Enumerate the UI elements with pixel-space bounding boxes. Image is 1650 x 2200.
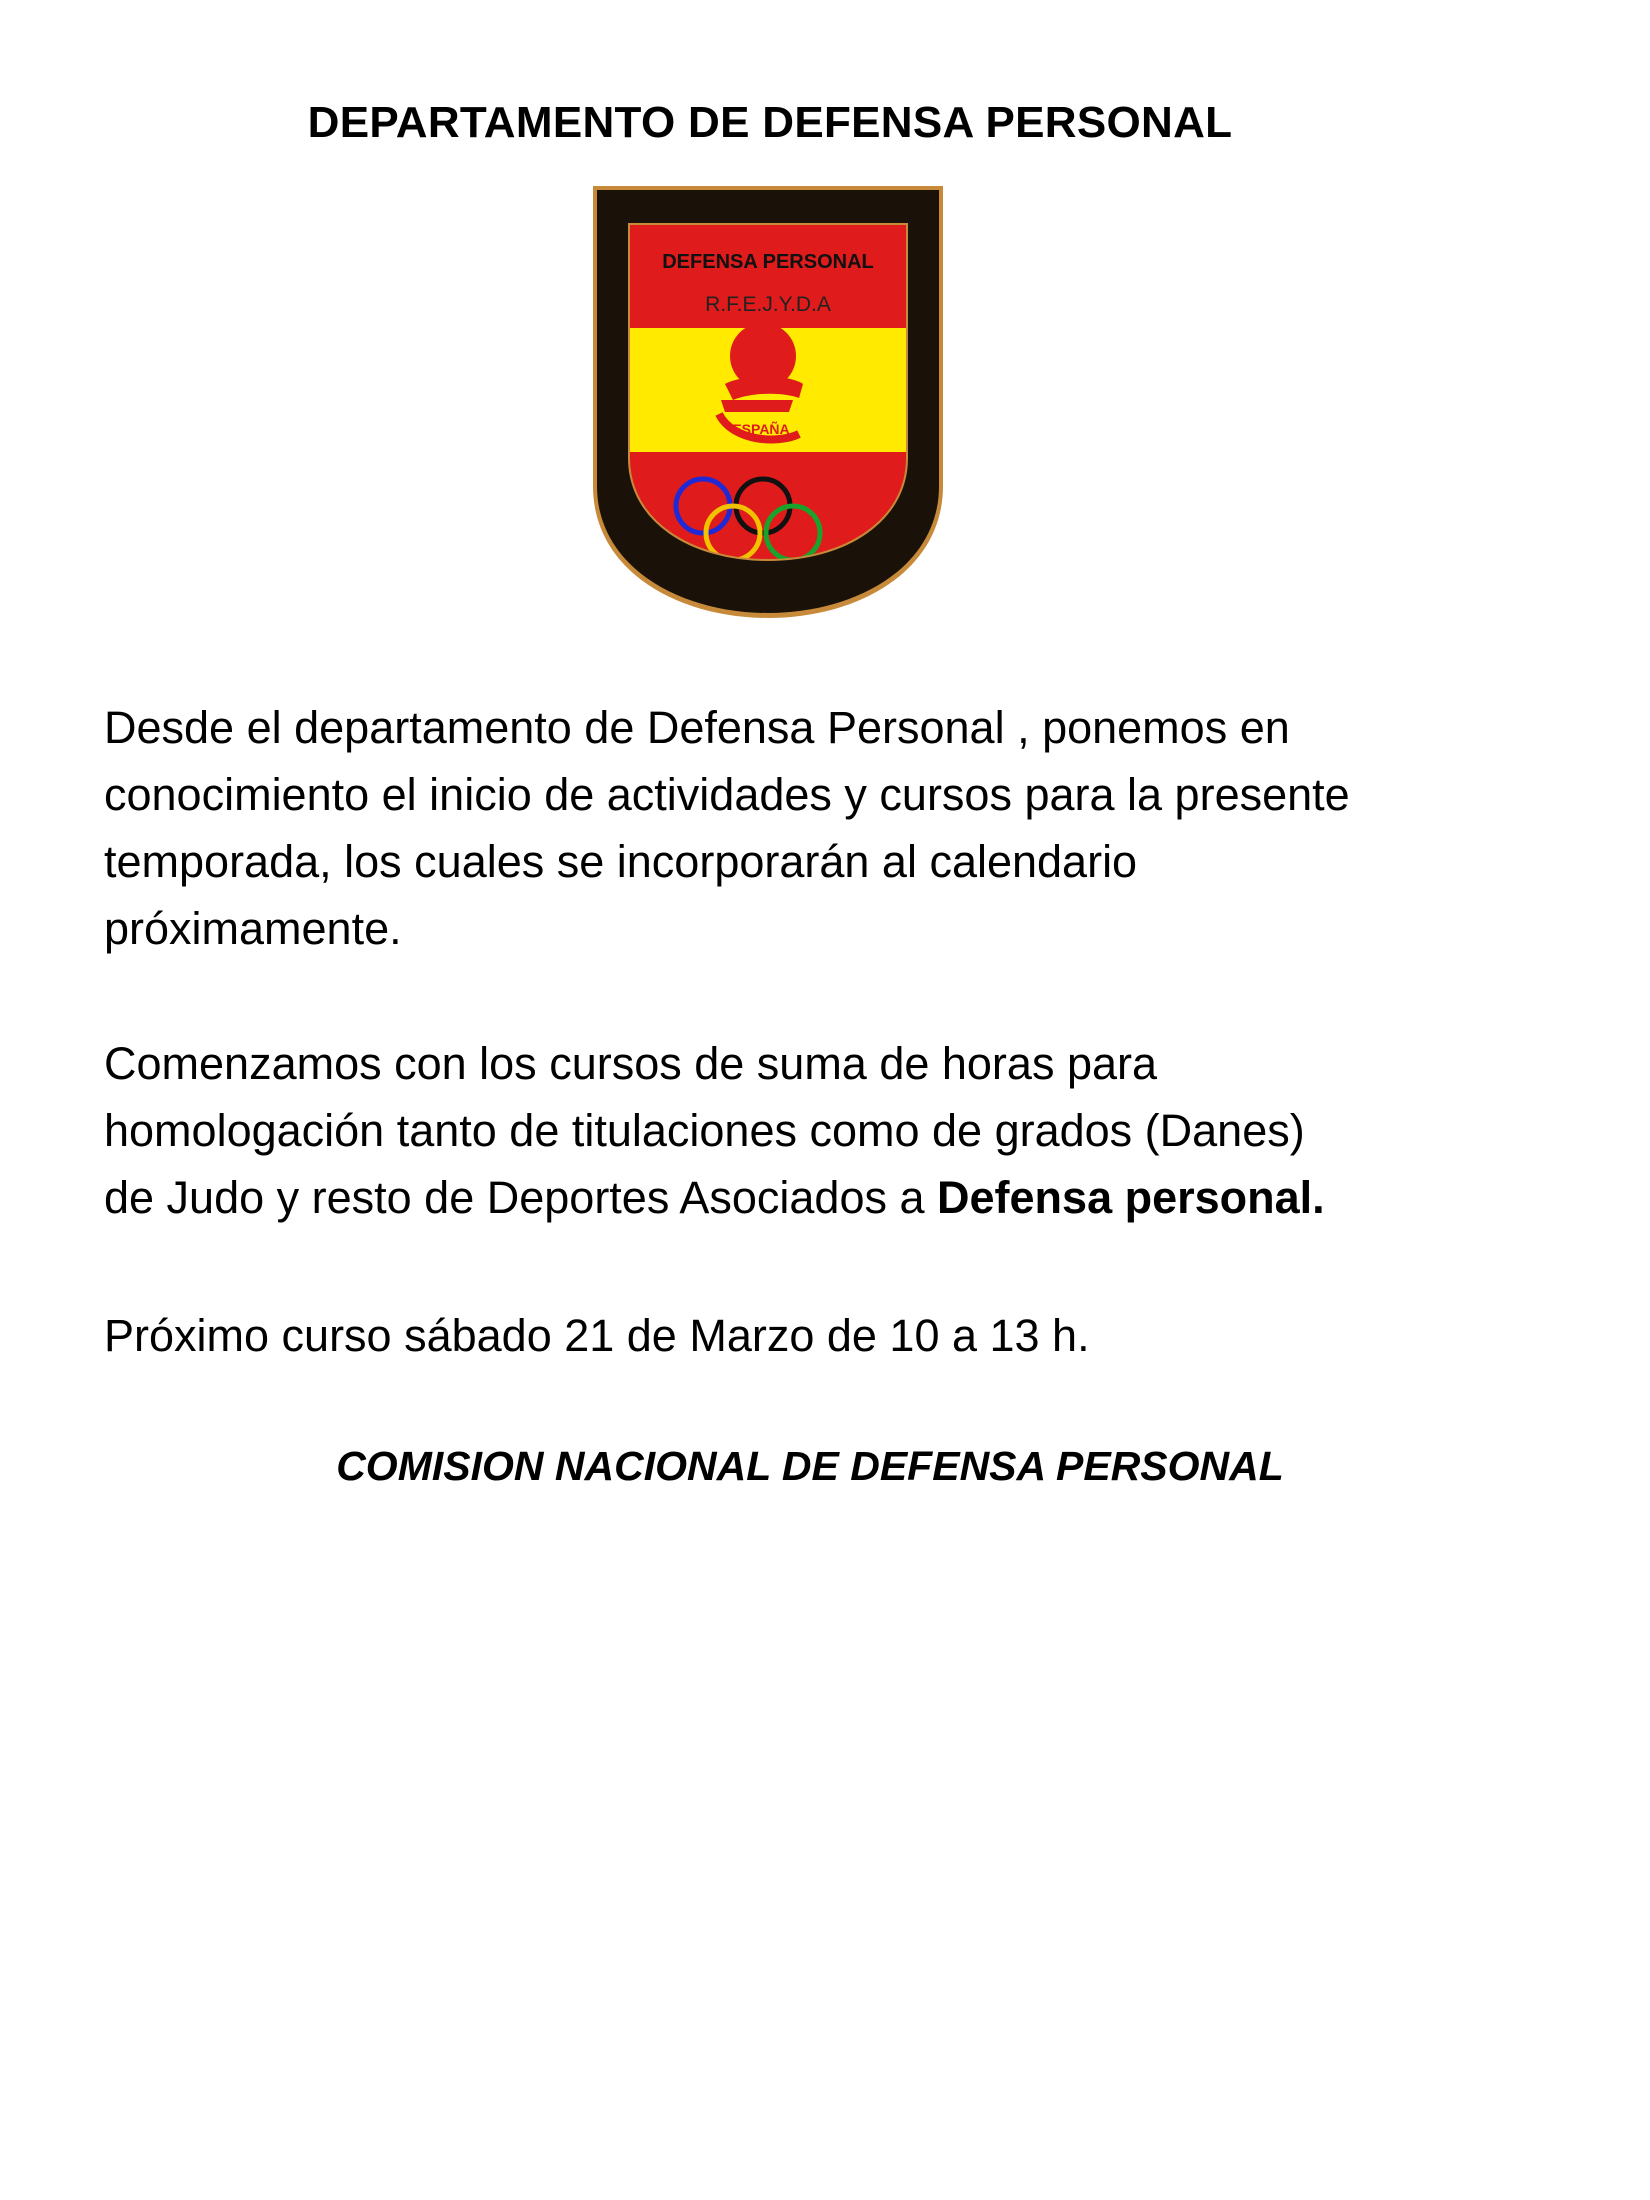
signature: COMISION NACIONAL DE DEFENSA PERSONAL <box>336 1443 1284 1489</box>
courses-paragraph <box>104 1030 1564 1231</box>
logo-emblem-text: ESPAÑA <box>732 421 790 437</box>
logo-sub-text: R.F.E.J.Y.D.A <box>705 293 831 316</box>
courses-paragraph-text: Comenzamos con los cursos de suma de horas para homologación tanto de titulaciones como de grados (Danes) de Judo y resto de Deportes Asociados a <box>104 1038 1305 1223</box>
courses-paragraph-bold: Defensa personal. <box>937 1172 1325 1223</box>
next-course-paragraph: Próximo curso sábado 21 de Marzo de 10 a 13 h. <box>104 1310 1090 1361</box>
logo-top-text: DEFENSA PERSONAL <box>662 251 874 273</box>
intro-paragraph: Desde el departamento de Defensa Personal , ponemos en conocimiento el inicio de actividades y cursos para la presente temporada, los cuales se incorporarán al calendario próximamente. <box>104 702 1350 954</box>
page-title: DEPARTAMENTO DE DEFENSA PERSONAL <box>307 98 1233 147</box>
defensa-personal-shield-logo <box>593 186 943 618</box>
